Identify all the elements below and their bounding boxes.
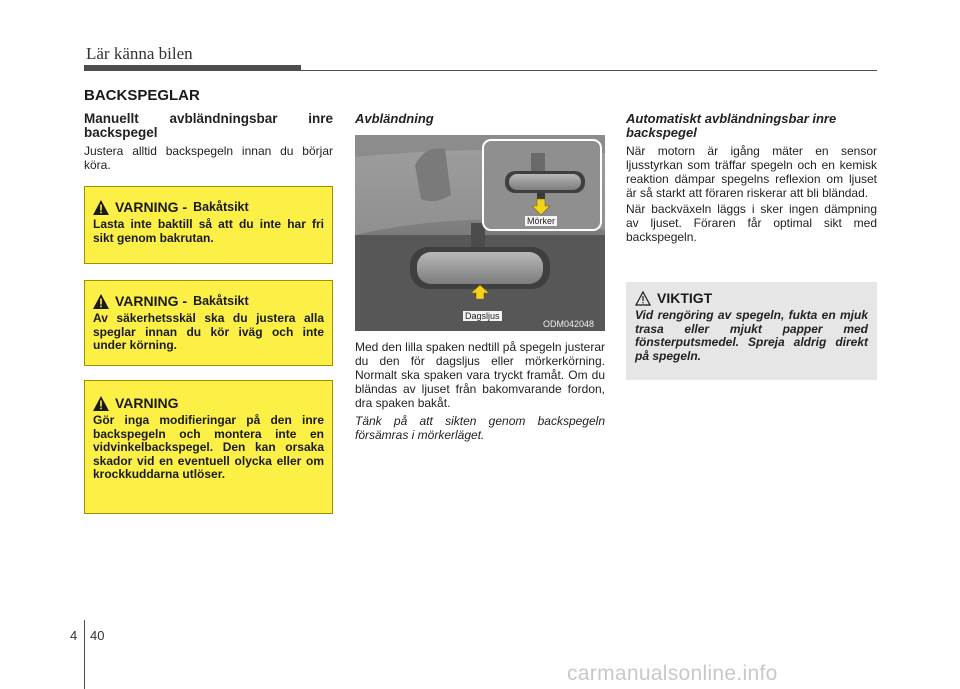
column-dimming	[355, 112, 605, 126]
important-box	[626, 282, 877, 380]
warning-1-label: VARNING -	[115, 199, 188, 215]
page-header-title: Lär känna bilen	[86, 44, 193, 63]
page-number: 40	[90, 628, 105, 643]
chapter-number: 4	[70, 628, 78, 643]
dimming-heading: Avbländning	[355, 111, 434, 126]
mirror-illustration	[355, 135, 605, 331]
warning-2-label: VARNING -	[115, 293, 188, 309]
warning-2-sublabel: Bakåtsikt	[193, 294, 249, 308]
warning-3-heading	[93, 395, 324, 411]
mirror-illustration-drawing	[355, 135, 605, 331]
warning-1-text: Lasta inte baktill så att du inte har fri sikt genom bakrutan.	[93, 217, 324, 245]
auto-mirror-text-2: När backväxeln läggs i sker ingen dämpning av ljuset. Föraren får optimal sikt med backspegeln.	[626, 202, 877, 244]
warning-box-3	[84, 380, 333, 514]
dimming-text-block	[355, 340, 605, 442]
important-label: VIKTIGT	[657, 290, 713, 306]
warning-box-2	[84, 280, 333, 366]
warning-box-1	[84, 186, 333, 264]
warning-3-text: Gör inga modifieringar på den inre backspegeln och montera inte en vidvinkelbackspegel. Den kan orsaka skador vid en eventuell olycka eller om krockkuddarna utlöser.	[93, 413, 324, 481]
dimming-text: Med den lilla spaken nedtill på spegeln justerar du den för dagsljus eller mörkerkörning. Normalt ska spaken vara tryckt framåt. Om du bländas av ljuset från bakomvarande fordon, dra spaken bakåt.	[355, 340, 605, 410]
auto-mirror-text-1: När motorn är igång mäter en sensor ljusstyrkan som träffar spegeln och en kemisk reaktion dämpar spegelns reflexion om ljuset är så starkt att föraren riskerar att bli bländad.	[626, 144, 877, 200]
column-manual-mirror	[84, 112, 333, 172]
warning-1-sublabel: Bakåtsikt	[193, 200, 249, 214]
auto-mirror-heading: Automatiskt avbländningsbar inre backspegel	[626, 111, 837, 140]
important-heading	[635, 290, 868, 306]
section-title: BACKSPEGLAR	[84, 87, 200, 104]
manual-mirror-heading: Manuellt avbländningsbar inre backspegel	[84, 111, 333, 140]
warning-triangle-icon	[93, 294, 109, 309]
header-rule	[301, 70, 877, 71]
figure-code: ODM042048	[543, 319, 595, 329]
warning-2-text: Av säkerhetsskäl ska du justera alla speglar innan du kör iväg och inte under körning.	[93, 311, 324, 352]
manual-mirror-text: Justera alltid backspegeln innan du börjar köra.	[84, 144, 333, 172]
column-auto-mirror	[626, 112, 877, 244]
warning-3-label: VARNING	[115, 395, 179, 411]
dimming-note: Tänk på att sikten genom backspegeln försämras i mörkerläget.	[355, 414, 605, 442]
important-text: Vid rengöring av spegeln, fukta en mjuk trasa eller mjukt papper med fönsterputsmedel. Spreja aldrig direkt på spegeln.	[635, 308, 868, 363]
warning-1-heading	[93, 199, 324, 215]
watermark: carmanualsonline.info	[567, 662, 778, 685]
header-bar	[84, 65, 301, 71]
footer-rule	[84, 620, 85, 689]
caution-triangle-icon	[635, 291, 651, 306]
warning-2-heading	[93, 293, 324, 309]
warning-triangle-icon	[93, 200, 109, 215]
label-dark: Mörker	[527, 216, 556, 226]
warning-triangle-icon	[93, 396, 109, 411]
label-day: Dagsljus	[465, 311, 500, 321]
